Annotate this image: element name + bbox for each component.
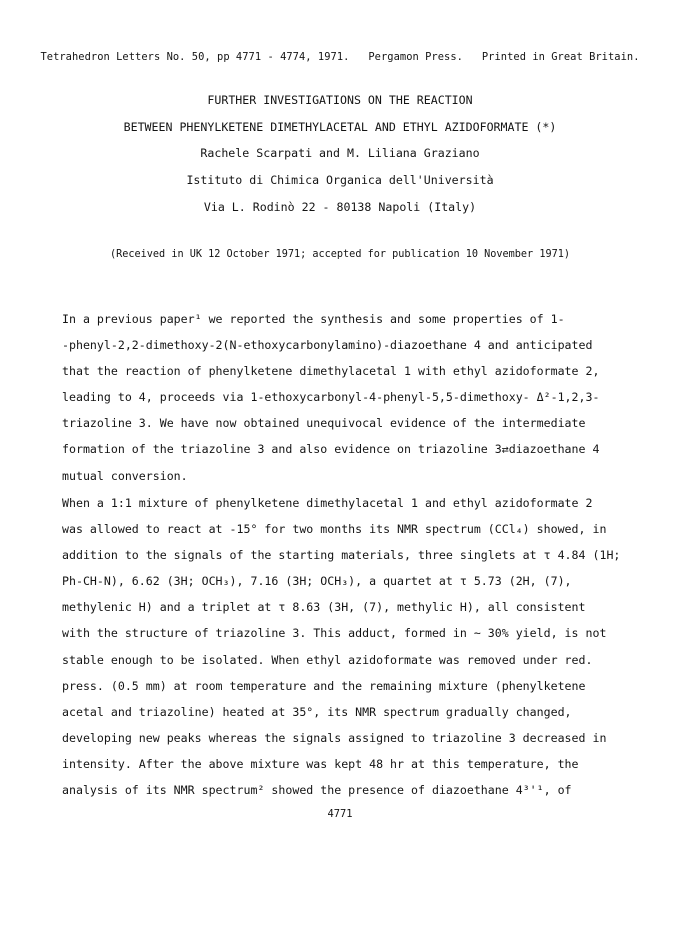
title-line-1: FURTHER INVESTIGATIONS ON THE REACTION [207,93,473,107]
text-line: formation of the triazoline 3 and also evidence on triazoline 3⇄diazoethane 4 [62,442,600,457]
text-line: developing new peaks whereas the signals assigned to triazoline 3 decreased in [62,730,607,745]
title-line-2: BETWEEN PHENYLKETENE DIMETHYLACETAL AND ETHYL AZIDOFORMATE (*) [123,120,557,134]
text-line: that the reaction of phenylketene dimethylacetal 1 with ethyl azidoformate 2, [62,364,600,379]
text-line: with the structure of triazoline 3. This adduct, formed in ~ 30% yield, is not [62,626,607,641]
journal-citation: Tetrahedron Letters No. 50, pp 4771 - 4774, 1971. [40,51,350,63]
affiliation-line-2: Via L. Rodinò 22 - 80138 Napoli (Italy) [203,200,477,214]
page-number: 4771 [327,808,353,820]
text-line: triazoline 3. We have now obtained unequivocal evidence of the intermediate [62,416,586,431]
text-line: analysis of its NMR spectrum² showed the presence of diazoethane 4³'¹, of [62,783,572,798]
text-line: addition to the signals of the starting materials, three singlets at τ 4.84 (1H; [62,548,621,563]
text-line: leading to 4, proceeds via 1-ethoxycarbonyl-4-phenyl-5,5-dimethoxy- Δ²-1,2,3- [62,390,600,405]
publisher-name: Pergamon Press. [368,51,463,63]
running-header [0,51,680,63]
text-line: acetal and triazoline) heated at 35°, its NMR spectrum gradually changed, [62,704,572,719]
text-line: Ph-CH-N), 6.62 (3H; OCH₃), 7.16 (3H; OCH₃), a quartet at τ 5.73 (2H, (7), [62,574,572,589]
text-line: When a 1:1 mixture of phenylketene dimethylacetal 1 and ethyl azidoformate 2 [62,496,593,510]
text-line: intensity. After the above mixture was kept 48 hr at this temperature, the [62,756,579,771]
text-line: In a previous paper¹ we reported the synthesis and some properties of 1- [62,312,565,326]
text-line: was allowed to react at -15° for two months its NMR spectrum (CCl₄) showed, in [62,522,607,537]
text-line: stable enough to be isolated. When ethyl azidoformate was removed under red. [62,652,593,667]
paragraph-2 [62,490,622,803]
text-line: press. (0.5 mm) at room temperature and the remaining mixture (phenylketene [62,678,586,693]
text-line: methylenic H) and a triplet at τ 8.63 (3H, (7), methylic H), all consistent [62,600,586,615]
text-line: mutual conversion. [62,468,188,483]
author-names: Rachele Scarpati and M. Liliana Graziano [200,146,480,160]
received-dates: (Received in UK 12 October 1971; accepted for publication 10 November 1971) [109,249,570,260]
paragraph-1 [62,306,622,489]
text-line: -phenyl-2,2-dimethoxy-2(N-ethoxycarbonylamino)-diazoethane 4 and anticipated [62,338,593,353]
affiliation-line-1: Istituto di Chimica Organica dell'Università [186,173,494,187]
printed-note: Printed in Great Britain. [481,51,640,63]
